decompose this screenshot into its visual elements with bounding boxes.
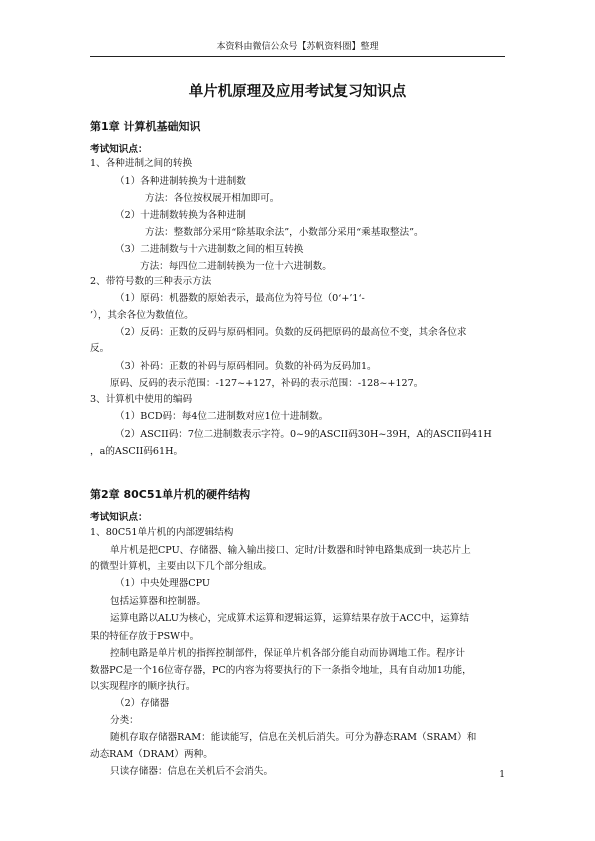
ch1-line: 原码、反码的表示范围：-127~+127，补码的表示范围：-128~+127。 [110,378,424,389]
ch2-line: 的微型计算机，主要由以下几个部分组成。 [90,561,273,572]
ch1-line: （3）二进制数与十六进制数之间的相互转换 [115,244,304,255]
ch1-line: （2）ASCII码：7位二进制数表示字符。0~9的ASCII码30H~39H，A的ASCII码41H [115,429,492,440]
ch1-line: 方法：整数部分采用“除基取余法”，小数部分采用“乘基取整法”。 [145,227,424,238]
ch1-line: （1）原码：机器数的原始表示，最高位为符号位（0‘+’1‘- [115,293,365,304]
ch2-line: 果的特征存放于PSW中。 [90,631,200,642]
chapter2-heading: 第2章 80C51单片机的硬件结构 [90,488,251,501]
chapter1-heading: 第1章 计算机基础知识 [90,120,201,133]
ch1-line: 2、带符号数的三种表示方法 [90,276,212,287]
page-number: 1 [499,770,505,780]
ch2-line: 只读存储器：信息在关机后不会消失。 [110,766,274,777]
ch2-line: 单片机是把CPU、存储器、输入输出接口、定时/计数器和时钟电路集成到一块芯片上 [110,545,471,556]
ch1-line: （3）补码：正数的补码与原码相同。负数的补码为反码加1。 [115,361,377,372]
ch1-line: 方法：每四位二进制转换为一位十六进制数。 [140,261,332,272]
ch1-line: （2）反码：正数的反码与原码相同。负数的反码把原码的最高位不变，其余各位求 [115,327,467,338]
ch2-line: 1、80C51单片机的内部逻辑结构 [90,527,234,538]
page-header: 本资料由微信公众号【苏帆资料圈】整理 [90,40,505,57]
ch2-line: 运算电路以ALU为核心，完成算术运算和逻辑运算，运算结果存放于ACC中，运算结 [110,613,470,624]
ch2-line: 分类： [110,715,139,726]
page-title: 单片机原理及应用考试复习知识点 [188,84,407,100]
ch1-line: 方法：各位按权展开相加即可。 [145,193,280,204]
ch2-line: 控制电路是单片机的指挥控制部件，保证单片机各部分能自动而协调地工作。程序计 [110,648,465,659]
ch2-line: 数器PC是一个16位寄存器，PC的内容为将要执行的下一条指令地址，具有自动加1功能， [90,665,472,676]
ch1-line: （1）各种进制转换为十进制数 [115,176,246,187]
ch2-line: （2）存储器 [115,698,170,709]
ch2-line: （1）中央处理器CPU [115,578,210,589]
chapter2-label: 考试知识点： [90,512,148,523]
chapter1-label: 考试知识点： [90,144,148,155]
ch1-line: 1、各种进制之间的转换 [90,158,193,169]
ch1-line: ，a的ASCII码61H。 [90,446,184,457]
ch1-line: ’），其余各位为数值位。 [90,310,194,321]
ch2-line: 随机存取存储器RAM：能读能写，信息在关机后消失。可分为静态RAM（SRAM）和 [110,732,477,743]
ch1-line: （1）BCD码：每4位二进制数对应1位十进制数。 [115,411,329,422]
ch2-line: 以实现程序的顺序执行。 [90,681,196,692]
ch2-line: 包括运算器和控制器。 [110,596,206,607]
ch2-line: 动态RAM（DRAM）两种。 [90,749,213,760]
ch1-line: 反。 [90,343,110,354]
ch1-line: （2）十进制数转换为各种进制 [115,210,246,221]
ch1-line: 3、计算机中使用的编码 [90,394,193,405]
